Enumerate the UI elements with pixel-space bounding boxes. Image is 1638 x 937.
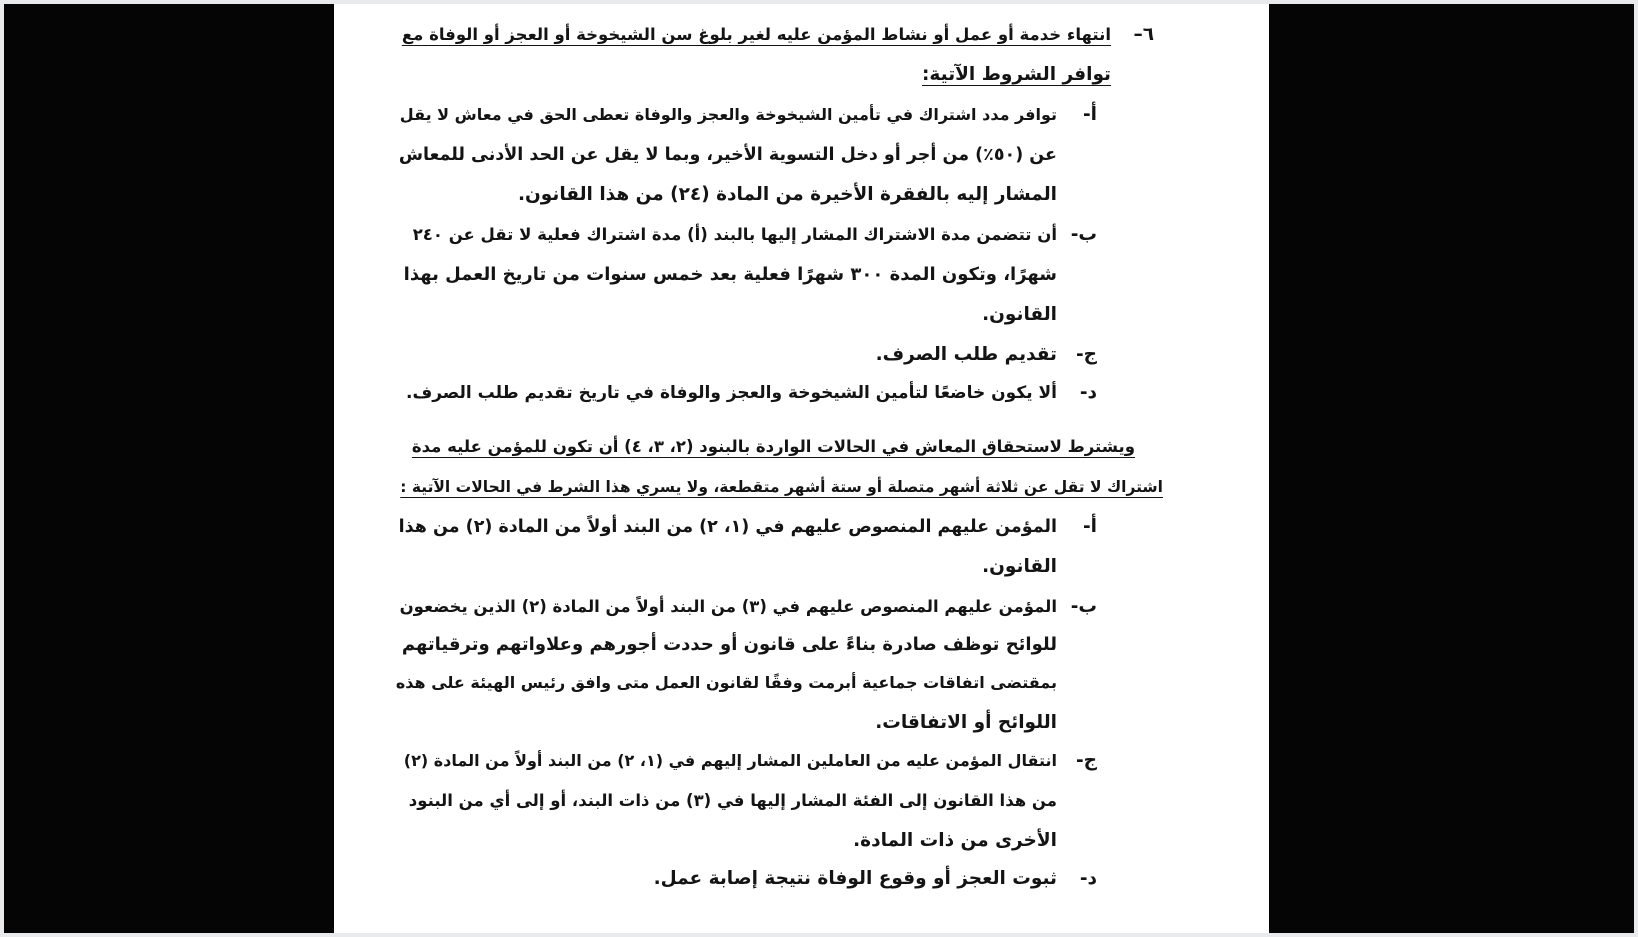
item-b-line-1: أن تتضمن مدة الاشتراك المشار إليها بالبند (أ) مدة اشتراك فعلية لا تقل عن ٢٤٠ [412,225,1057,244]
item-letter-c: ج- [1075,344,1097,365]
exception-b-line-4: اللوائح أو الاتفاقات. [875,712,1057,733]
exception-b-line-3: بمقتضى اتفاقات جماعية أبرمت وفقًا لقانون العمل متى وافق رئيس الهيئة على هذه [395,673,1057,692]
item-letter-a: أ- [1082,104,1097,125]
exception-letter-a: أ- [1082,516,1097,537]
item-letter-b: ب- [1070,224,1097,245]
exception-a-line-2: القانون. [982,556,1057,577]
item-c-line-1: تقديم طلب الصرف. [875,344,1057,365]
item-d-line-1: ألا يكون خاضعًا لتأمين الشيخوخة والعجز والوفاة في تاريخ تقديم طلب الصرف. [405,383,1057,403]
item-b-line-3: القانون. [982,304,1057,325]
exception-letter-c: ج- [1075,750,1097,771]
exception-a-line-1: المؤمن عليهم المنصوص عليهم في (١، ٢) من البند أولاً من المادة (٢) من هذا [398,517,1057,537]
exception-letter-b: ب- [1070,596,1097,617]
exception-letter-d: د- [1079,868,1097,889]
exception-b-line-2: للوائح توظف صادرة بناءً على قانون أو حددت أجورهم وعلاواتهم وترقياتهم [401,634,1057,655]
item-a-line-2: عن (٥٠٪) من أجر أو دخل التسوية الأخير، وبما لا يقل عن الحد الأدنى للمعاش [398,145,1057,165]
item-a-line-1: توافر مدد اشتراك في تأمين الشيخوخة والعجز والوفاة تعطى الحق في معاش لا يقل [399,105,1057,124]
section-number: ٦– [1133,24,1154,45]
item-letter-d: د- [1079,382,1097,403]
condition-line-2: اشتراك لا تقل عن ثلاثة أشهر متصلة أو ستة أشهر متقطعة، ولا يسري هذا الشرط في الحالات الآتية : [400,478,1163,496]
document-page [334,4,1269,933]
item-a-line-3: المشار إليه بالفقرة الأخيرة من المادة (٢٤) من هذا القانون. [517,184,1057,205]
section-heading-line-1: انتهاء خدمة أو عمل أو نشاط المؤمن عليه لغير بلوغ سن الشيخوخة أو العجز أو الوفاة مع [401,25,1111,44]
exception-c-line-3: الأخرى من ذات المادة. [853,830,1057,851]
exception-c-line-2: من هذا القانون إلى الفئة المشار إليها في (٣) من ذات البند، أو إلى أي من البنود [408,791,1057,810]
section-heading-line-2: توافر الشروط الآتية: [922,64,1111,85]
exception-b-line-1: المؤمن عليهم المنصوص عليهم في (٣) من البند أولاً من المادة (٢) الذين يخضعون [399,597,1057,616]
exception-c-line-1: انتقال المؤمن عليه من العاملين المشار إليهم في (١، ٢) من البند أولاً من المادة (٢) [403,751,1057,770]
document-viewer [4,4,1634,933]
condition-line-1: ويشترط لاستحقاق المعاش في الحالات الواردة بالبنود (٢، ٣، ٤) أن تكون للمؤمن عليه مدة [411,437,1135,456]
item-b-line-2: شهرًا، وتكون المدة ٣٠٠ شهرًا فعلية بعد خمس سنوات من تاريخ العمل بهذا [403,264,1057,285]
exception-d-line-1: ثبوت العجز أو وقوع الوفاة نتيجة إصابة عمل. [653,868,1057,889]
